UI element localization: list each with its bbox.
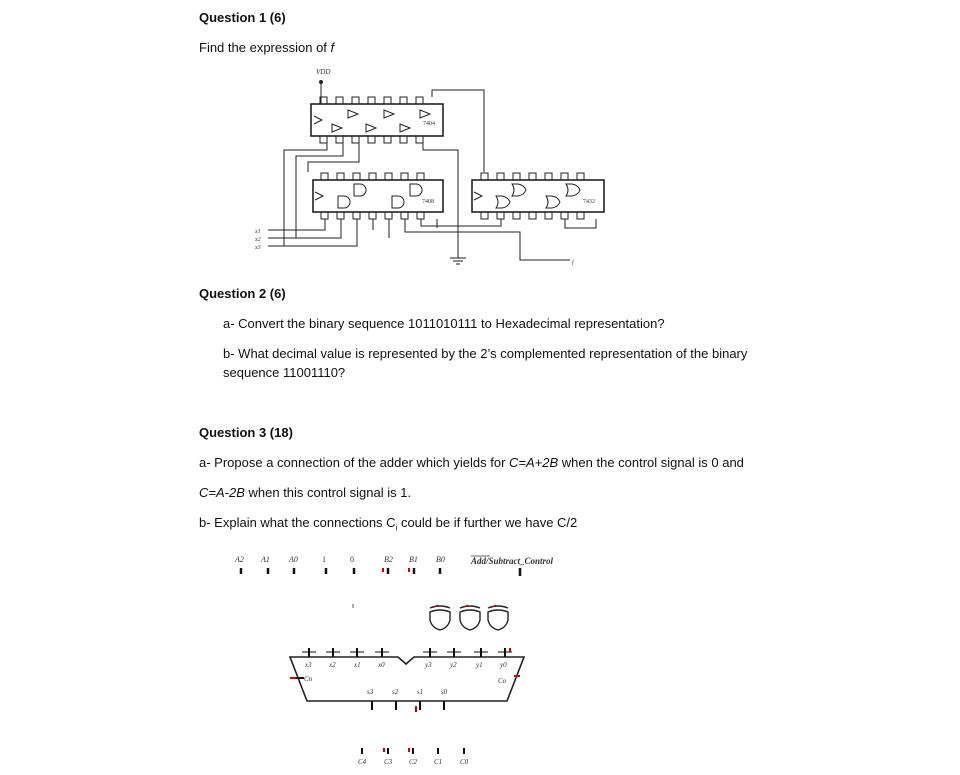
label-a0: A0	[289, 555, 298, 564]
label-y1: y1	[476, 661, 483, 669]
label-y2: y2	[450, 661, 457, 669]
label-y3: y3	[425, 661, 432, 669]
label-c0: C0	[460, 758, 469, 766]
question-2-part-a: a- Convert the binary sequence 1011010111 to Hexadecimal representation?	[223, 316, 665, 331]
chip-7432-label: 7432	[583, 199, 595, 205]
label-add-subtract-control: Add/Subtract_Control	[471, 556, 554, 566]
label-a2: A2	[235, 555, 244, 564]
q3-b-subscript: i	[395, 523, 398, 533]
input-stubs	[241, 568, 520, 576]
label-b1: B1	[409, 555, 418, 564]
question-2-part-b-line2: sequence 11001110?	[223, 365, 346, 380]
label-c4: C4	[358, 758, 367, 766]
q3-a-equation-add: C=A+2B	[509, 455, 559, 470]
q3-b-suffix: could be if further we have C/2	[397, 515, 578, 530]
question-2-title: Question 2 (6)	[199, 286, 286, 301]
label-c1: C1	[434, 758, 443, 766]
question-2-part-b-line1: b- What decimal value is represented by the 2’s complemented representation of the binary	[223, 346, 748, 361]
q3-a2-suffix: when this control signal is 1.	[244, 485, 412, 500]
question-1-title: Question 1 (6)	[199, 10, 286, 25]
label-cout: Co	[498, 677, 507, 685]
label-c3: C3	[384, 758, 393, 766]
input-x2-label: x2	[255, 237, 261, 243]
label-s0: s0	[441, 688, 448, 696]
label-c2: C2	[409, 758, 418, 766]
label-x3: x3	[305, 661, 312, 669]
xor-gates	[430, 606, 508, 630]
q3-a-suffix: when the control signal is 0 and	[558, 455, 744, 470]
chip-7408-label: 7408	[422, 199, 434, 205]
chip-7404-label: 7404	[423, 121, 435, 127]
output-f-label: f	[572, 260, 574, 266]
label-b2: B2	[384, 555, 393, 564]
label-x2: x2	[329, 661, 336, 669]
label-x0: x0	[378, 661, 385, 669]
label-b0: B0	[436, 555, 445, 564]
adder-output-pins	[372, 701, 444, 710]
input-x1-label: x1	[255, 229, 261, 235]
question-1-variable: f	[330, 40, 335, 55]
label-s3: s3	[367, 688, 374, 696]
question-1-prompt: Find the expression of	[199, 40, 331, 55]
label-s2: s2	[392, 688, 399, 696]
label-y0: y0	[500, 661, 507, 669]
input-x3-label: x3	[255, 245, 261, 251]
adder-block	[290, 657, 524, 701]
vdd-label: VDD	[316, 68, 331, 76]
q3-a-equation-sub: C=A-2B	[199, 485, 245, 500]
label-x1: x1	[354, 661, 361, 669]
q3-b-prefix: b- Explain what the connections C	[199, 515, 396, 530]
label-a1: A1	[261, 555, 270, 564]
label-zero: 0	[350, 555, 354, 564]
q3-a-prefix: a- Propose a connection of the adder which yields for	[199, 455, 510, 470]
label-one: 1	[322, 555, 326, 564]
adder-top-pins	[302, 648, 512, 657]
carry-stubs	[362, 748, 464, 754]
label-s1: s1	[417, 688, 424, 696]
question-3-title: Question 3 (18)	[199, 425, 293, 440]
label-cin: Cn	[304, 675, 313, 683]
